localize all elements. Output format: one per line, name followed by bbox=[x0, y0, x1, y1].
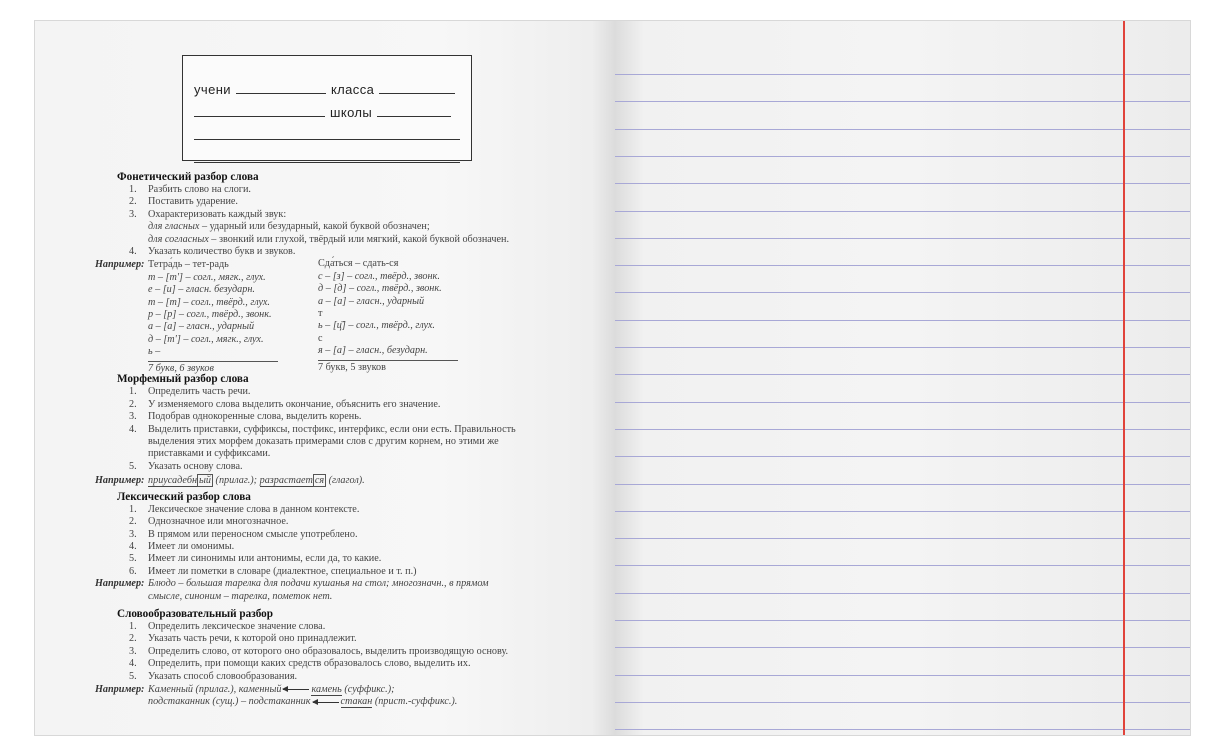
ruled-line bbox=[615, 593, 1190, 594]
list-item: 1. Определить лексическое значение слова. bbox=[129, 620, 326, 632]
plate-line[interactable] bbox=[236, 93, 326, 94]
sound-row: а – [а] – гласн., ударный bbox=[148, 321, 255, 333]
morphemic-example: Например: приусадебн ый (прилаг.); разрастает ся (глагол). bbox=[95, 475, 365, 487]
sound-row: ь – bbox=[148, 346, 161, 358]
example-word: Сда́ться – сдать-ся bbox=[318, 258, 399, 270]
ruled-line bbox=[615, 620, 1190, 621]
plate-row-4 bbox=[194, 143, 460, 166]
ruled-line bbox=[615, 565, 1190, 566]
plate-word-class: класса bbox=[330, 82, 375, 97]
sound-row: д – [д] – согл., твёрд., звонк. bbox=[318, 283, 442, 295]
derivational-example bbox=[95, 684, 545, 709]
list-item: 5. Имеет ли синонимы или антонимы, если да, то какие. bbox=[129, 553, 382, 565]
sound-row: т – [т'] – согл., мягк., глух. bbox=[148, 271, 266, 283]
ruled-line bbox=[615, 156, 1190, 157]
phonetic-title: Фонетический разбор слова bbox=[117, 171, 259, 183]
plate-word-student: учени bbox=[194, 82, 231, 97]
ruled-line bbox=[615, 183, 1190, 184]
ruled-line bbox=[615, 456, 1190, 457]
plate-row-2 bbox=[194, 97, 460, 120]
list-item: 1. Лексическое значение слова в данном контексте. bbox=[129, 503, 360, 515]
example-summary: 7 букв, 5 звуков bbox=[318, 360, 458, 372]
list-item: 4. Выделить приставки, суффиксы, постфикс, интерфикс, если они есть. Правильность выделения этих морфем доказать примерами слов с другим корнем, но этими же приставками и суффиксами. bbox=[129, 423, 516, 460]
morphemic-title: Морфемный разбор слова bbox=[117, 373, 249, 386]
sound-row: я – [а] – гласн., безударн. bbox=[318, 345, 428, 357]
ruled-line bbox=[615, 129, 1190, 130]
example-label: Например: bbox=[95, 683, 145, 695]
example-label: Например: bbox=[95, 578, 145, 590]
phonetic-example bbox=[95, 258, 545, 373]
phonetic-example-left bbox=[148, 259, 278, 373]
list-item: 6. Имеет ли пометки в словаре (диалектное, специальное и т. п.) bbox=[129, 565, 417, 577]
sound-row: д – [т'] – согл., мягк., глух. bbox=[148, 333, 264, 345]
list-item: 5. Указать способ словообразования. bbox=[129, 670, 298, 682]
page-content bbox=[95, 171, 545, 709]
sound-row: с – [з] – согл., твёрд., звонк. bbox=[318, 270, 440, 282]
morph-ending: ся bbox=[314, 475, 325, 487]
list-item: 1. Разбить слово на слоги. bbox=[129, 184, 251, 195]
example-word: Тетра́дь – тет-радь bbox=[148, 259, 229, 271]
example-label: Например: bbox=[95, 475, 145, 487]
ruled-line bbox=[615, 647, 1190, 648]
example-label: Например: bbox=[95, 259, 145, 271]
arrow-left-icon bbox=[313, 702, 339, 703]
notebook-spread bbox=[34, 20, 1191, 736]
plate-line[interactable] bbox=[379, 93, 455, 94]
plate-row-1 bbox=[194, 74, 460, 97]
ruled-line bbox=[615, 101, 1190, 102]
sound-row: е – [и] – гласн. безударн. bbox=[148, 284, 255, 296]
list-item: 4. Имеет ли омонимы. bbox=[129, 540, 235, 552]
derivation-line: подстаканник (сущ.) – подстаканник стакан (прист.-суффикс.). bbox=[148, 696, 458, 708]
ruled-line bbox=[615, 211, 1190, 212]
list-item: 3. В прямом или переносном смысле употреблено. bbox=[129, 528, 358, 540]
left-page bbox=[35, 21, 615, 735]
morph-word: разрастает bbox=[259, 475, 313, 487]
right-page-lined[interactable] bbox=[615, 21, 1190, 735]
plate-word-school: школы bbox=[330, 105, 373, 120]
list-item: 3. Определить слово, от которого оно образовалось, выделить производящую основу. bbox=[129, 645, 509, 657]
list-item-vowels: для гласных – ударный или безударный, какой буквой обозначен; bbox=[148, 221, 430, 233]
phonetic-example-right bbox=[318, 258, 458, 372]
ruled-line bbox=[615, 265, 1190, 266]
ruled-line bbox=[615, 429, 1190, 430]
ruled-line bbox=[615, 675, 1190, 676]
sound-row: с bbox=[318, 332, 323, 344]
plate-line[interactable] bbox=[194, 162, 460, 163]
list-item: 3. Охарактеризовать каждый звук: bbox=[129, 208, 287, 220]
ruled-line bbox=[615, 74, 1190, 75]
list-item: 5. Указать основу слова. bbox=[129, 460, 243, 472]
ruled-line bbox=[615, 702, 1190, 703]
list-item: 4. Определить, при помощи каких средств образовалось слово, выделить их. bbox=[129, 658, 471, 670]
list-item: 2. Указать часть речи, к которой оно принадлежит. bbox=[129, 633, 357, 645]
example-summary: 7 букв, 6 звуков bbox=[148, 361, 278, 373]
sound-row: а – [а] – гласн., ударный bbox=[318, 295, 425, 307]
ruled-line bbox=[615, 538, 1190, 539]
derivation-line: Каменный (прилаг.), каменный камень (суффикс.); bbox=[148, 683, 395, 695]
ruled-line bbox=[615, 347, 1190, 348]
ruled-line bbox=[615, 320, 1190, 321]
plate-line[interactable] bbox=[194, 116, 325, 117]
ruled-line bbox=[615, 238, 1190, 239]
arrow-left-icon bbox=[283, 689, 309, 690]
list-item: 1. Определить часть речи. bbox=[129, 386, 251, 398]
derivational-title: Словообразовательный разбор bbox=[117, 607, 273, 620]
ruled-line bbox=[615, 729, 1190, 730]
ruled-line bbox=[615, 374, 1190, 375]
morph-ending: ый bbox=[199, 475, 211, 487]
lexical-title: Лексический разбор слова bbox=[117, 490, 251, 503]
ruled-line bbox=[615, 402, 1190, 403]
plate-row-3 bbox=[194, 120, 460, 143]
red-margin-line bbox=[1123, 21, 1125, 735]
list-item: 2. Поставить ударение. bbox=[129, 196, 238, 208]
list-item: 3. Подобрав однокоренные слова, выделить корень. bbox=[129, 411, 362, 423]
ruled-line bbox=[615, 292, 1190, 293]
ruled-lines bbox=[615, 21, 1190, 735]
plate-line[interactable] bbox=[377, 116, 451, 117]
list-item: 2. У изменяемого слова выделить окончание, объяснить его значение. bbox=[129, 398, 441, 410]
ruled-line bbox=[615, 511, 1190, 512]
list-item: 2. Однозначное или многозначное. bbox=[129, 516, 289, 528]
morph-word: приусадебн bbox=[148, 475, 197, 487]
sound-row: ь – [ц̄] – согл., твёрд., глух. bbox=[318, 320, 435, 332]
list-item: 4. Указать количество букв и звуков. bbox=[129, 246, 296, 258]
lexical-example: Например: Блюдо – большая тарелка для подачи кушанья на стол; многозначн., в прямом смысле, синоним – тарелка, пометок нет. bbox=[95, 578, 489, 602]
ruled-line bbox=[615, 484, 1190, 485]
plate-line[interactable] bbox=[194, 139, 460, 140]
name-plate bbox=[182, 55, 472, 161]
sound-row: р – [р] – согл., твёрд., звонк. bbox=[148, 309, 272, 320]
sound-row: т bbox=[318, 308, 323, 319]
sound-row: т – [т] – согл., твёрд., глух. bbox=[148, 296, 270, 308]
list-item-consonants: для согласных – звонкий или глухой, твёрдый или мягкий, какой буквой обозначен. bbox=[148, 233, 510, 245]
